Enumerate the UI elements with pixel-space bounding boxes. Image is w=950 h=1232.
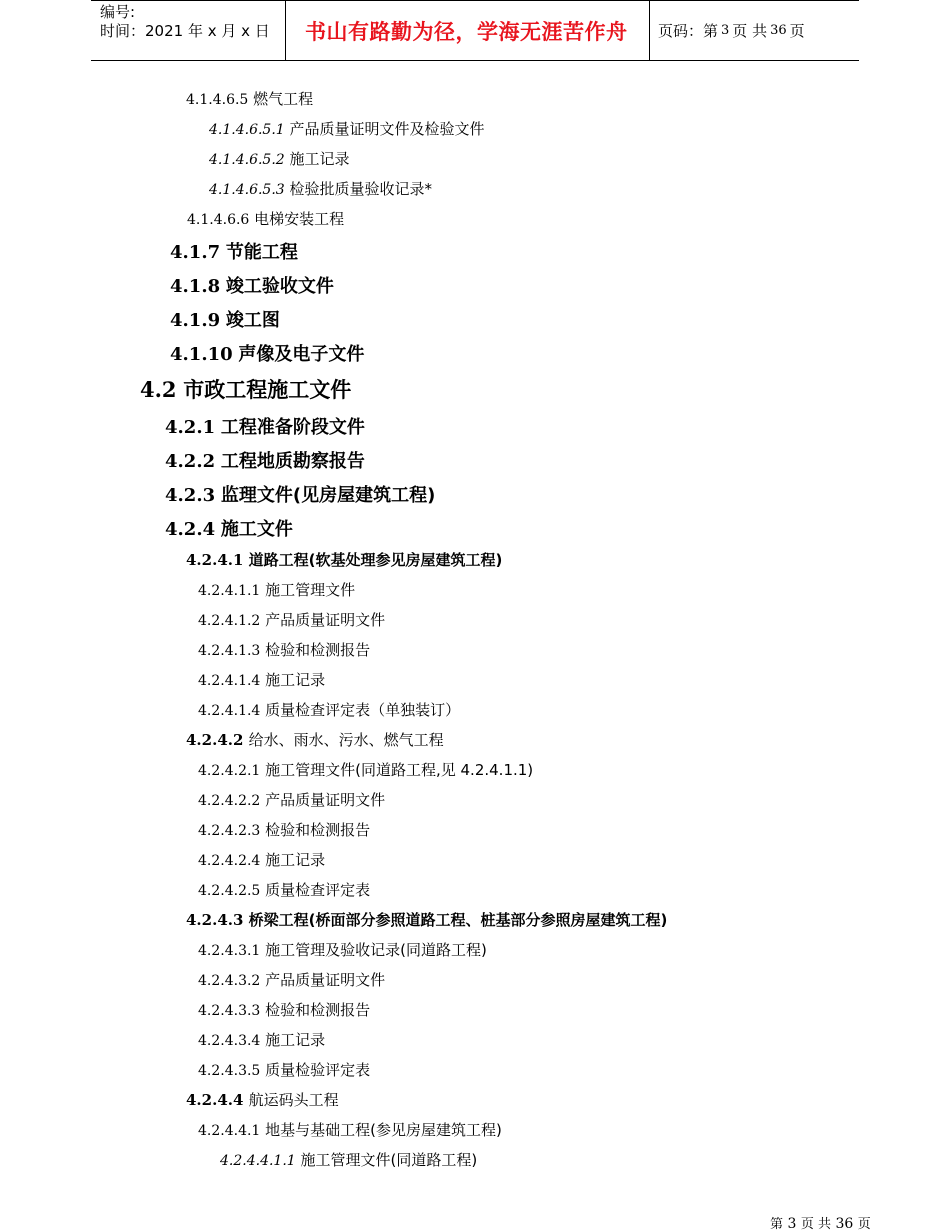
entry-title: 产品质量证明文件 [265,611,386,629]
toc-entry [209,118,485,139]
toc-entry [198,819,370,840]
entry-number: 4.1.4.6.5.3 [209,182,285,198]
entry-title: 质量检查评定表 [265,881,371,899]
entry-number: 4.2.4.1 [186,551,244,569]
toc-entry [186,549,502,570]
toc-entry [198,639,370,660]
toc-entry [209,178,432,199]
toc-entry [170,340,364,366]
entry-title: 施工记录 [265,671,326,689]
entry-title: 产品质量证明文件 [265,971,386,989]
entry-number: 4.2.4.3.5 [198,1063,261,1079]
entry-number: 4.2.1 [165,417,216,438]
toc-entry [170,272,334,298]
page-header [91,0,859,61]
page-mid: 页 共 [732,22,768,40]
footer-prefix: 第 [770,1217,784,1232]
entry-title: 检验和检测报告 [265,1001,371,1019]
entry-number: 4.2.4.3.3 [198,1003,261,1019]
entry-number: 4.2.4 [165,519,216,540]
toc-entry [198,609,385,630]
page-total: 36 [770,23,787,38]
toc-entry [198,789,385,810]
entry-title: 检验和检测报告 [265,821,371,839]
footer-suffix: 页 [857,1217,871,1232]
entry-number: 4.2.4.3.4 [198,1033,261,1049]
entry-number: 4.1.8 [170,276,221,297]
entry-title: 检验批质量验收记录* [289,180,432,198]
entry-number: 4.1.4.6.5 [186,92,249,108]
entry-number: 4.1.4.6.6 [187,212,250,228]
entry-number: 4.2.4.2 [186,731,244,749]
footer-total: 36 [835,1216,854,1232]
footer-mid: 页 共 [800,1217,831,1232]
entry-title: 竣工图 [225,310,280,331]
entry-number: 4.2.4.1.3 [198,643,261,659]
entry-title: 施工管理文件(同道路工程,见 4.2.4.1.1) [265,761,534,779]
entry-title: 施工管理文件 [265,581,356,599]
entry-title: 施工记录 [265,1031,326,1049]
time-label: 时间：2021 年 x 月 x 日 [100,22,270,40]
toc-entry [186,1089,339,1110]
entry-number: 4.2 [140,377,177,402]
toc-entry [165,481,435,507]
toc-entry [186,729,444,750]
entry-title: 电梯安装工程 [254,210,345,228]
toc-entry [165,413,365,439]
page-current: 3 [721,23,730,38]
toc-entry [186,88,313,109]
entry-number: 4.2.4.1.4 [198,673,261,689]
entry-title: 施工记录 [289,150,350,168]
toc-entry [198,579,355,600]
entry-number: 4.2.4.2.5 [198,883,261,899]
entry-number: 4.2.4.2.2 [198,793,261,809]
entry-title: 质量检查评定表（单独装订） [265,701,461,719]
header-page-info [650,1,859,60]
entry-title: 施工文件 [220,519,293,540]
entry-title: 桥梁工程(桥面部分参照道路工程、桩基部分参照房屋建筑工程) [248,911,668,929]
entry-number: 4.2.4.4.1.1 [220,1153,296,1169]
toc-entry [198,1059,370,1080]
entry-number: 4.2.3 [165,485,216,506]
page-prefix: 页码：第 [658,22,719,40]
page-suffix: 页 [789,22,805,40]
toc-entry [186,909,667,930]
toc-entry [187,208,344,229]
entry-number: 4.2.4.1.2 [198,613,261,629]
entry-title: 施工管理文件(同道路工程) [300,1151,478,1169]
entry-number: 4.2.4.2.1 [198,763,261,779]
toc-entry [198,1029,325,1050]
page-footer [770,1213,871,1232]
entry-title: 产品质量证明文件及检验文件 [289,120,485,138]
code-label: 编号: [100,3,136,21]
entry-number: 4.2.4.1.4 [198,703,261,719]
entry-title: 节能工程 [225,242,298,263]
toc-entry [198,1119,502,1140]
toc-entry [198,999,370,1020]
entry-title: 质量检验评定表 [265,1061,371,1079]
entry-title: 声像及电子文件 [238,344,365,365]
toc-entry [198,879,370,900]
toc-entry [198,969,385,990]
entry-number: 4.2.2 [165,451,216,472]
entry-number: 4.1.4.6.5.2 [209,152,285,168]
entry-number: 4.2.4.4 [186,1091,244,1109]
toc-entry [198,939,487,960]
toc-entry [198,849,325,870]
header-motto: 书山有路勤为径，学海无涯苦作舟 [286,1,650,60]
entry-title: 航运码头工程 [248,1091,339,1109]
entry-number: 4.2.4.3.1 [198,943,261,959]
toc-entry [165,447,365,473]
header-meta [91,1,286,60]
toc-entry [170,238,298,264]
toc-entry [170,306,280,332]
entry-number: 4.2.4.1.1 [198,583,261,599]
toc-entry [198,759,533,780]
entry-number: 4.2.4.2.4 [198,853,261,869]
entry-title: 施工记录 [265,851,326,869]
entry-title: 工程地质勘察报告 [220,451,365,472]
entry-title: 给水、雨水、污水、燃气工程 [248,731,444,749]
toc-entry [220,1149,477,1170]
entry-number: 4.1.10 [170,344,233,365]
entry-title: 地基与基础工程(参见房屋建筑工程) [265,1121,502,1139]
entry-number: 4.1.4.6.5.1 [209,122,285,138]
toc-entry [209,148,350,169]
entry-number: 4.2.4.3 [186,911,244,929]
entry-number: 4.1.9 [170,310,221,331]
entry-number: 4.2.4.4.1 [198,1123,261,1139]
entry-title: 监理文件(见房屋建筑工程) [220,485,436,506]
entry-title: 道路工程(软基处理参见房屋建筑工程) [248,551,503,569]
entry-title: 检验和检测报告 [265,641,371,659]
entry-title: 施工管理及验收记录(同道路工程) [265,941,487,959]
entry-title: 燃气工程 [253,90,314,108]
toc-entry [140,374,351,404]
entry-title: 竣工验收文件 [225,276,334,297]
entry-number: 4.2.4.3.2 [198,973,261,989]
entry-number: 4.2.4.2.3 [198,823,261,839]
entry-title: 产品质量证明文件 [265,791,386,809]
entry-title: 工程准备阶段文件 [220,417,365,438]
entry-title: 市政工程施工文件 [183,378,352,402]
toc-entry [165,515,293,541]
entry-number: 4.1.7 [170,242,221,263]
toc-entry [198,669,325,690]
footer-current: 3 [787,1216,797,1232]
toc-entry [198,699,460,720]
